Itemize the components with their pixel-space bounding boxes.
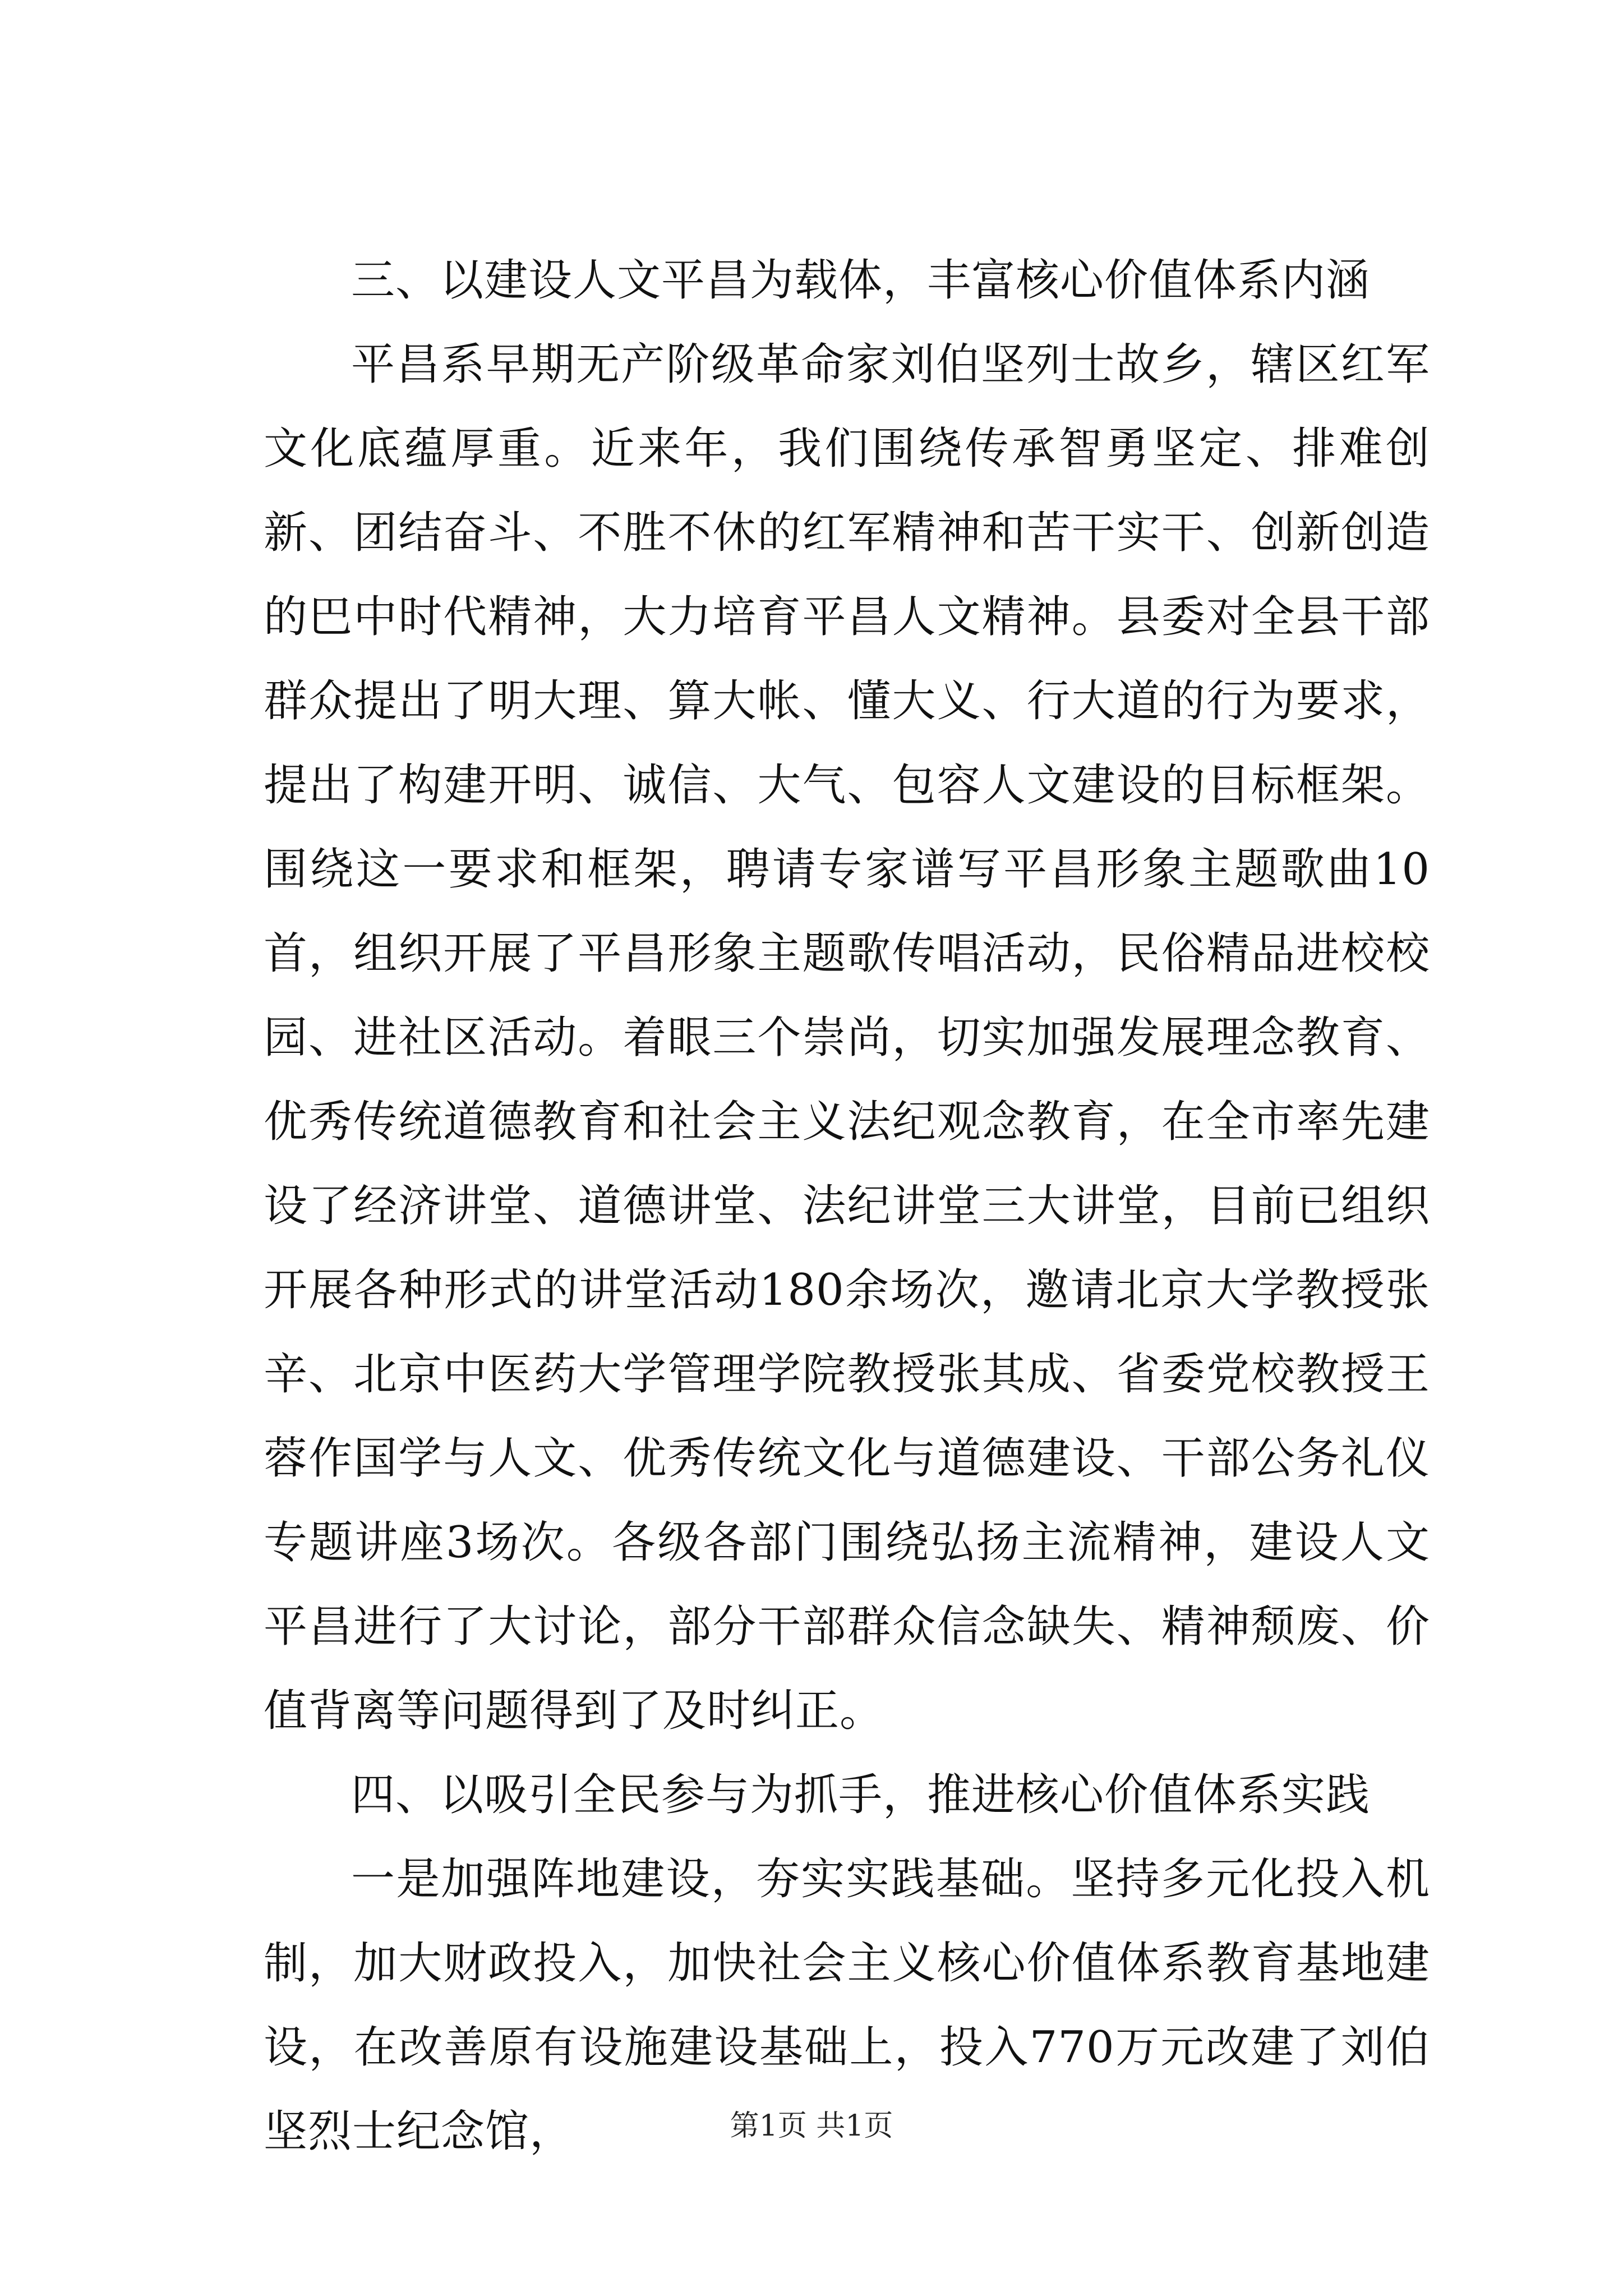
section-heading-three: 三、以建设人文平昌为载体，丰富核心价值体系内涵 bbox=[351, 255, 1371, 306]
section-heading-four: 四、以吸引全民参与为抓手，推进核心价值体系实践 bbox=[351, 1770, 1371, 1820]
paragraph-humanities-pingchang: 平昌系早期无产阶级革命家刘伯坚列士故乡，辖区红军文化底蕴厚重。近来年，我们围绕传承智勇坚定、排难创新、团结奋斗、不胜不休的红军精神和苦干实干、创新创造的巴中时代精神，大力培育平昌人文精神。县委对全县干部群众提出了明大理、算大帐、懂大义、行大道的行为要求，提出了构建开明、诚信、大气、包容人文建设的目标框架。围绕这一要求和框架，聘请专家谱写平昌形象主题歌曲10首，组织开展了平昌形象主题歌传唱活动，民俗精品进校校园、进社区活动。着眼三个崇尚，切实加强发展理念教育、优秀传统道德教育和社会主义法纪观念教育，在全市率先建设了经济讲堂、道德讲堂、法纪讲堂三大讲堂，目前已组织开展各种形式的讲堂活动180余场次，邀请北京大学教授张辛、北京中医药大学管理学院教授张其成、省委党校教授王蓉作国学与人文、优秀传统文化与道德建设、干部公务礼仪专题讲座3场次。各级各部门围绕弘扬主流精神，建设人文平昌进行了大讨论，部分干部群众信念缺失、精神颓废、价值背离等问题得到了及时纠正。 bbox=[264, 339, 1430, 1736]
page-footer: 第1页 共1页 bbox=[730, 2109, 893, 2143]
paragraph-position-building: 一是加强阵地建设，夯实实践基础。坚持多元化投入机制，加大财政投入，加快社会主义核心价值体系教育基地建设，在改善原有设施建设基础上，投入770万元改建了刘伯坚烈士纪念馆， bbox=[264, 1854, 1430, 2157]
document-body bbox=[264, 238, 1430, 2174]
